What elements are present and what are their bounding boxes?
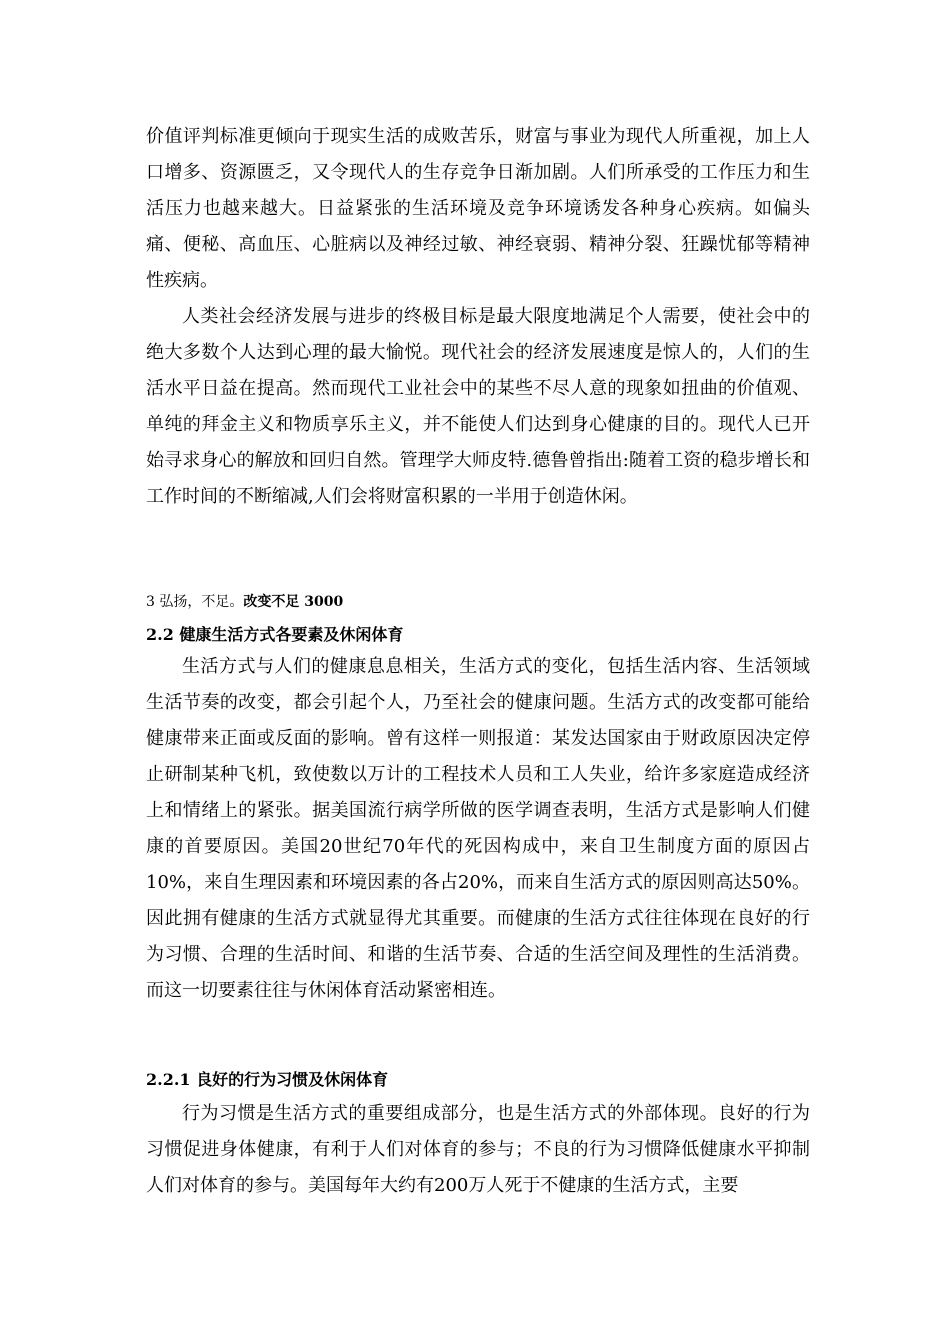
paragraph-stress: 价值评判标准更倾向于现实生活的成败苦乐，财富与事业为现代人所重视，加上人口增多、资源匮乏，又令现代人的生存竞争日渐加剧。人们所承受的工作压力和生活压力也越来越大。日益紧张的生活环境及竞争环境诱发各种身心疾病。如偏头痛、便秘、高血压、心脏病以及神经过敏、神经衰弱、精神分裂、狂躁忧郁等精神性疾病。 — [146, 126, 810, 291]
paragraph-lifestyle-health: 生活方式与人们的健康息息相关，生活方式的变化，包括生活内容、生活领域生活节奏的改变，都会引起个人，乃至社会的健康问题。生活方式的改变都可能给健康带来正面或反面的影响。曾有这样一则报道：某发达国家由于财政原因决定停止研制某种飞机，致使数以万计的工程技术人员和工人失业，给许多家庭造成经济上和情绪上的紧张。据美国流行病学所做的医学调查表明，生活方式是影响人们健康的首要原因。美国20世纪70年代的死因构成中，来自卫生制度方面的原因占10%，来自生理因素和环境因素的各占20%，而来自生活方式的原因则高达50%。因此拥有健康的生活方式就显得尤其重要。而健康的生活方式往往体现在良好的行为习惯、合理的生活时间、和谐的生活节奏、合适的生活空间及理性的生活消费。而这一切要素往往与休闲体育活动紧密相连。 — [146, 656, 810, 1001]
editor-note-bold: 改变不足 3000 — [243, 594, 344, 610]
editor-note-plain: 3 弘扬，不足。 — [146, 594, 244, 610]
section-heading-2-2-1: 2.2.1 良好的行为习惯及休闲体育 — [146, 1070, 389, 1089]
paragraph-social-development: 人类社会经济发展与进步的终极目标是最大限度地满足个人需要，使社会中的绝大多数个人达到心理的最大愉悦。现代社会的经济发展速度是惊人的，人们的生活水平日益在提高。然而现代工业社会中的某些不尽人意的现象如扭曲的价值观、单纯的拜金主义和物质享乐主义，并不能使人们达到身心健康的目的。现代人已开始寻求身心的解放和回归自然。管理学大师皮特.德鲁曾指出:随着工资的稳步增长和工作时间的不断缩减,人们会将财富积累的一半用于创造休闲。 — [146, 306, 810, 507]
editor-note — [146, 592, 343, 612]
section-heading-2-2: 2.2 健康生活方式各要素及休闲体育 — [146, 625, 404, 644]
paragraph-behavior-habits: 行为习惯是生活方式的重要组成部分，也是生活方式的外部体现。良好的行为习惯促进身体健康，有利于人们对体育的参与；不良的行为习惯降低健康水平抑制人们对体育的参与。美国每年大约有200万人死于不健康的生活方式，主要 — [146, 1103, 810, 1196]
